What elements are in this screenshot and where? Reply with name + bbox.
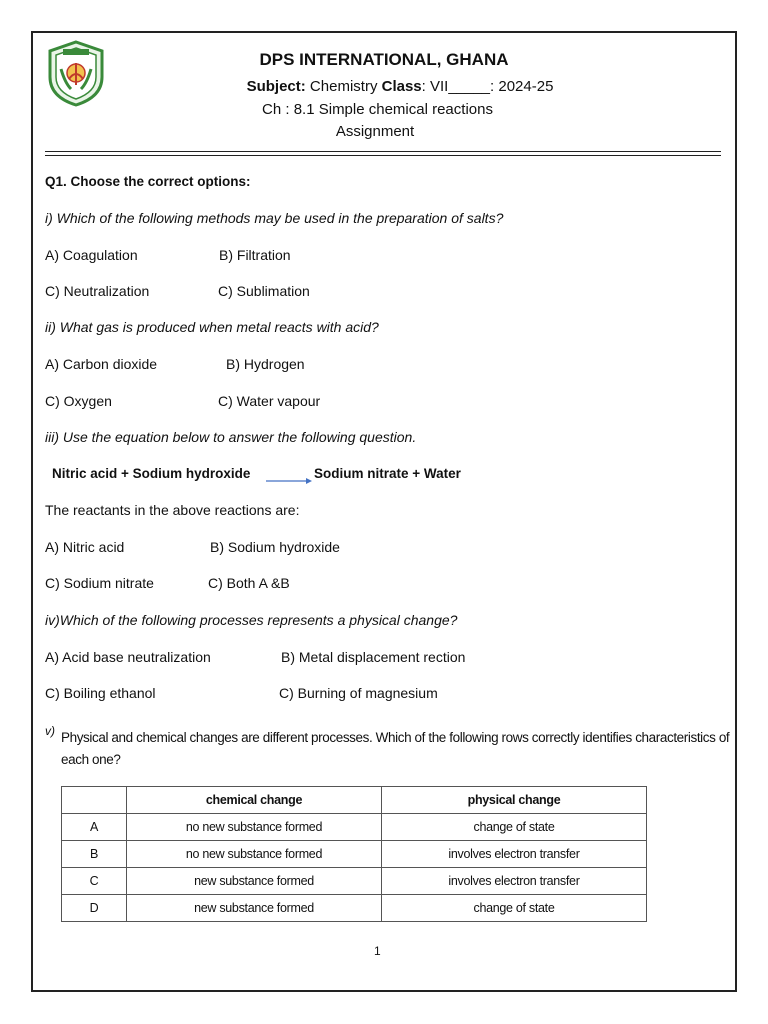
table-header-cell: physical change (382, 787, 647, 814)
table-row (62, 895, 647, 922)
table-cell: involves electron transfer (382, 841, 647, 868)
table-cell: no new substance formed (127, 841, 382, 868)
option-i-c: C) Neutralization (45, 283, 150, 299)
changes-table (61, 786, 647, 922)
table-header-cell (62, 787, 127, 814)
q1-heading: Q1. Choose the correct options: (45, 174, 251, 189)
table-row (62, 814, 647, 841)
option-iii-d: C) Both A &B (208, 575, 290, 591)
option-iii-b: B) Sodium hydroxide (210, 539, 340, 555)
table-cell: change of state (382, 814, 647, 841)
question-v-number: v) (45, 724, 55, 738)
question-i: i) Which of the following methods may be used in the preparation of salts? (45, 210, 504, 226)
table-cell: C (62, 868, 127, 895)
subject-label: Subject: (246, 78, 306, 95)
option-ii-d: C) Water vapour (218, 393, 321, 409)
table-cell: change of state (382, 895, 647, 922)
page-number: 1 (374, 944, 381, 958)
option-ii-b: B) Hydrogen (226, 356, 305, 372)
question-iv: iv)Which of the following processes represents a physical change? (45, 612, 458, 628)
class-value: : VII_____: 2024-25 (421, 78, 554, 95)
table-cell: involves electron transfer (382, 868, 647, 895)
option-ii-a: A) Carbon dioxide (45, 356, 158, 372)
table-cell: A (62, 814, 127, 841)
option-i-d: C) Sublimation (218, 283, 310, 299)
class-label: Class (381, 78, 422, 95)
table-cell: no new substance formed (127, 814, 382, 841)
chapter-title: Ch : 8.1 Simple chemical reactions (262, 101, 493, 118)
question-v: Physical and chemical changes are different processes. Which of the following rows correctly identifies characteristics of each one? (61, 730, 730, 767)
option-iv-d: C) Burning of magnesium (279, 685, 438, 701)
table-header-cell: chemical change (127, 787, 382, 814)
reaction-arrow-icon (266, 477, 312, 485)
equation-reactants: Nitric acid + Sodium hydroxide (52, 466, 251, 481)
option-i-b: B) Filtration (219, 247, 291, 263)
option-iii-c: C) Sodium nitrate (45, 575, 154, 591)
subject-value: Chemistry (305, 78, 382, 95)
option-iv-c: C) Boiling ethanol (45, 685, 156, 701)
school-crest-logo (45, 39, 107, 107)
question-iii-stem: The reactants in the above reactions are: (45, 502, 300, 518)
question-iii: iii) Use the equation below to answer the following question. (45, 429, 417, 445)
option-ii-c: C) Oxygen (45, 393, 112, 409)
table-cell: B (62, 841, 127, 868)
assignment-label: Assignment (335, 123, 415, 140)
table-cell: D (62, 895, 127, 922)
option-iii-a: A) Nitric acid (45, 539, 125, 555)
table-header-row (62, 787, 647, 814)
table-row (62, 868, 647, 895)
table-cell: new substance formed (127, 868, 382, 895)
option-iv-a: A) Acid base neutralization (45, 649, 211, 665)
table-cell: new substance formed (127, 895, 382, 922)
equation-products: Sodium nitrate + Water (314, 466, 461, 481)
header-divider (45, 151, 721, 156)
school-name: DPS INTERNATIONAL, GHANA (259, 50, 509, 69)
option-i-a: A) Coagulation (45, 247, 138, 263)
question-ii: ii) What gas is produced when metal reacts with acid? (45, 319, 379, 335)
subject-line (240, 78, 560, 95)
table-row (62, 841, 647, 868)
option-iv-b: B) Metal displacement rection (281, 649, 466, 665)
